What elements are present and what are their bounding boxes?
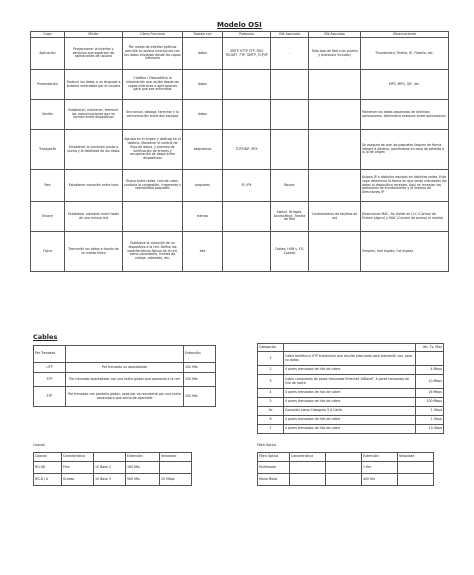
- table-cell: [398, 462, 434, 474]
- table-cell: 10 Mbps: [160, 474, 192, 486]
- table-cell: 2: [258, 366, 284, 375]
- osi-cell: Se asegura de que los paquetes lleguen de forma íntegra a destino, poniéndose en caso de pérdida a la ip de origen: [361, 130, 449, 170]
- table-cell: 6: [258, 416, 284, 425]
- table-row: [258, 389, 444, 398]
- osi-row-aplicacion: [31, 38, 449, 70]
- table-cell: Grueso: [62, 474, 94, 486]
- osi-cell: [123, 202, 183, 232]
- osi-cell: Traducir los datos a un lenguaje a sistema entendible por el usuario: [65, 70, 123, 100]
- table-cell: RG-58: [34, 462, 62, 474]
- osi-cell: [223, 70, 271, 100]
- table-cell: 4 pares trenzados de hilo de cobre: [284, 398, 416, 407]
- osi-cell: Establecer conexión entre hosts de una misma red: [65, 202, 123, 232]
- osi-cell: datos: [183, 70, 223, 100]
- header-cell: Categorías: [258, 344, 284, 352]
- osi-cell: datos: [183, 100, 223, 130]
- osi-cell: [223, 232, 271, 272]
- header-cell: [284, 344, 416, 352]
- osi-cell: Sesión: [31, 100, 65, 130]
- table-header-row: [258, 344, 444, 352]
- osi-cell: segmentos: [183, 130, 223, 170]
- header-cell: Velocidad: [160, 453, 192, 462]
- osi-cell: Establecer, mantener, terminar las comunicaciones que se forman entre dispositivos: [65, 100, 123, 130]
- header-cell: Extensión: [362, 453, 398, 462]
- osi-cell: Transmitir los datos a través de un medio físico: [65, 232, 123, 272]
- table-row: [258, 407, 444, 416]
- table-cell: Fino: [62, 462, 94, 474]
- table-cell: 16 Mbps: [416, 389, 444, 398]
- osi-row-transporte: [31, 130, 449, 170]
- osi-cell: Establecer conexión entre host: [65, 170, 123, 202]
- table-row: [258, 398, 444, 407]
- osi-cell: [309, 100, 361, 130]
- header-cell: Característica: [62, 453, 94, 462]
- table-cell: 400 Km: [362, 474, 398, 486]
- table-cell: 1 Km: [362, 462, 398, 474]
- table-cell: RG-8 / U: [34, 474, 62, 486]
- table-cell: 4 pares trenzados de hilo de cobre: [284, 416, 416, 425]
- osi-cell: Cables, HUB s, FO, Coaxial: [271, 232, 309, 272]
- osi-cell: Asigna IP a distintos equipos en distintas redes. Esta capa determina la forma en que serán mandados los datos al dispositivo receptor. Aquí se manejan los protocolos de enrutamiento y el manejo de direcciones IP: [361, 170, 449, 202]
- osi-cell: [223, 100, 271, 130]
- table-cell: Mono Modo: [258, 474, 290, 486]
- table-cell: 1 Gbps: [416, 407, 444, 416]
- header-cell: Velocidad: [398, 453, 434, 462]
- osi-cell: Mantener los datos separados de distintas aplicaciones. Administra sesiones entre aplicaciones: [361, 100, 449, 130]
- osi-cell: Proporcionar la Interfaz y servicios que soportan las aplicaciones de usuario: [65, 38, 123, 70]
- table-cell: [398, 474, 434, 486]
- table-cell: 100 Mts: [184, 387, 216, 407]
- table-cell: 1: [258, 352, 284, 366]
- osi-cell: [309, 70, 361, 100]
- osi-cell: bits: [183, 232, 223, 272]
- table-cell: Conexión como Categoría 5 ó Catfe.: [284, 407, 416, 416]
- osi-cell: [309, 130, 361, 170]
- osi-cell: -: [271, 38, 309, 70]
- table-header-row: [34, 453, 192, 462]
- osi-cell: Por medio de interfaz gráficas permite al usuario interactuar con los datos enviados desde las capas inferiores: [123, 38, 183, 70]
- table-cell: 5e: [258, 407, 284, 416]
- table-header-row: [258, 453, 434, 462]
- table-cell: 100 Mts: [184, 373, 216, 387]
- table-cell: [290, 474, 326, 486]
- header-cell: Extensión: [184, 346, 216, 363]
- table-cell: Par trenzado apantallado con una malla global que apantalla a la red: [66, 373, 184, 387]
- table-cell: 4 pares trenzados de hilo de cobre: [284, 366, 416, 375]
- table-cell: 7: [258, 425, 284, 434]
- table-cell: [290, 462, 326, 474]
- header-cell: Par Trenzado: [34, 346, 66, 363]
- table-cell: 4 Mbps: [416, 366, 444, 375]
- table-cell: 100 Mts: [184, 363, 216, 373]
- header-cell: Coaxial: [34, 453, 62, 462]
- table-row: [258, 474, 434, 486]
- table-cell: [326, 474, 362, 486]
- table-row: [34, 363, 216, 373]
- table-cell: 4 pares trenzados de hilo de cobre: [284, 389, 416, 398]
- osi-cell: Switch, Bridges, AccessPoint, Tarjeta de Red: [271, 202, 309, 232]
- coaxial-table: [33, 452, 192, 486]
- osi-cell: [271, 100, 309, 130]
- osi-cell: IP, IPX: [223, 170, 271, 202]
- osi-cell: MP3, MPG, GIF, etc.: [361, 70, 449, 100]
- page-title: Modelo OSI: [217, 21, 262, 29]
- osi-cell: [223, 202, 271, 232]
- header-cell: Característica: [290, 453, 326, 462]
- table-cell: Cable compuesto de pares trenzados Ethernet 10BaseT. 4 pares trenzados de hilo de cobre: [284, 375, 416, 389]
- osi-cell: Agrupa en el origen y desfrag en el destino. Mantener el control de flujo de datos, y proceso de verificación de errores y recuperación de datos entre dispositivos: [123, 130, 183, 170]
- osi-header-cell: Misión: [65, 32, 123, 38]
- table-cell: 4: [258, 389, 284, 398]
- table-cell: Par trenzado no apantallado: [66, 363, 184, 373]
- table-cell: 10 Gbps: [416, 425, 444, 434]
- table-cell: [160, 462, 192, 474]
- table-cell: STP: [34, 373, 66, 387]
- twisted-pair-table: [33, 345, 216, 407]
- osi-cell: [271, 130, 309, 170]
- osi-cell: Establecer la conexión punto a punto y la fiabilidad de los datos: [65, 130, 123, 170]
- osi-cell: Simplex, half duplex, full duplex: [361, 232, 449, 272]
- table-cell: [326, 462, 362, 474]
- table-cell: 4 pares trenzados de hilo de cobre: [284, 425, 416, 434]
- osi-cell: Sincroniza, dialoga, terminar y la comunicación entre dos equipos: [123, 100, 183, 130]
- table-row: [258, 366, 444, 375]
- cables-title: Cables: [33, 333, 58, 341]
- osi-cell: Enlace: [31, 202, 65, 232]
- osi-cell: TCP/UDP, SPX: [223, 130, 271, 170]
- table-header-row: [34, 346, 216, 363]
- osi-cell: Transporte: [31, 130, 65, 170]
- osi-cell: [309, 232, 361, 272]
- table-cell: 3: [258, 375, 284, 389]
- table-row: [258, 425, 444, 434]
- table-row: [258, 375, 444, 389]
- osi-cell: tramas: [183, 202, 223, 232]
- osi-header-cell: SW Asociado: [309, 32, 361, 38]
- header-cell: [66, 346, 184, 363]
- table-row: [34, 387, 216, 407]
- fibra-caption: Fibra Óptica: [257, 443, 277, 447]
- table-cell: 500 Mts: [126, 474, 160, 486]
- table-cell: 1 Gbps: [416, 416, 444, 425]
- osi-cell: paquetes: [183, 170, 223, 202]
- osi-cell: Red: [31, 170, 65, 202]
- osi-table: [30, 31, 449, 272]
- osi-header-cell: Observaciones: [361, 32, 449, 38]
- osi-cell: Física: [31, 232, 65, 272]
- table-cell: Cable telefónico UTP tradicional que resulta adecuado para transmitir voz, pero no datos: [284, 352, 416, 366]
- osi-header-cell: Protocolo: [223, 32, 271, 38]
- table-cell: UTP: [34, 363, 66, 373]
- osi-cell: [309, 170, 361, 202]
- header-cell: Extensión: [126, 453, 160, 462]
- coaxial-caption: Coaxial: [33, 443, 45, 447]
- table-cell: 185 Mts: [126, 462, 160, 474]
- osi-header-cell: Capa: [31, 32, 65, 38]
- header-cell: Fibra Óptica: [258, 453, 290, 462]
- osi-cell: datos: [183, 38, 223, 70]
- osi-cell: Thunderbird, Firefox, IE, Filezilla, etc.: [361, 38, 449, 70]
- table-row: [34, 373, 216, 387]
- header-cell: [326, 453, 362, 462]
- osi-row-enlace: [31, 202, 449, 232]
- table-cell: FTP: [34, 387, 66, 407]
- osi-cell: Controladores de tarjetas de red: [309, 202, 361, 232]
- table-cell: Multimodo: [258, 462, 290, 474]
- osi-cell: Aplicación: [31, 38, 65, 70]
- osi-row-sesion: [31, 100, 449, 130]
- table-row: [258, 416, 444, 425]
- osi-cell: Presentación: [31, 70, 65, 100]
- table-row: [258, 352, 444, 366]
- table-cell: [416, 352, 444, 366]
- osi-cell: Establece la conexión de un dispositivo a la red. Define las características físicas de la red, como conectores, niveles de voltaje, cableado, etc.: [123, 232, 183, 272]
- osi-cell: Direcciones MAC. Se divide en LLC (Control de Enlace Lógico) y MAC (Control de acceso al medio): [361, 202, 449, 232]
- table-cell: Par trenzado con pantalla global, cada par va recubierto por una malla conductora que actúa de apantalle: [66, 387, 184, 407]
- osi-header-cell: Trabaja con: [183, 32, 223, 38]
- osi-row-red: [31, 170, 449, 202]
- osi-row-presentacion: [31, 70, 449, 100]
- table-cell: 10 Base 2: [94, 462, 126, 474]
- table-cell: 10 Base 5: [94, 474, 126, 486]
- header-cell: Vel. Tx. Max: [416, 344, 444, 352]
- osi-cell: SMTP HTTP FTP, SSH TELNET, FTP, SMTP, TCP/IP: [223, 38, 271, 70]
- osi-cell: Codifica / Descodifica la información que recibe desde las capas inferiores a aplicaciones para que sea entendida: [123, 70, 183, 100]
- osi-cell: Todo App de Red (con puerto y protocolo incluido): [309, 38, 361, 70]
- table-cell: 10 Mbps: [416, 375, 444, 389]
- fibra-table: [257, 452, 434, 486]
- categories-table: [257, 343, 444, 434]
- table-row: [34, 462, 192, 474]
- table-row: [34, 474, 192, 486]
- table-cell: 100 Mbps: [416, 398, 444, 407]
- osi-cell: Busca entre redes, calcula rutas, controla la congestión, fragmenta y reensambla paquetes: [123, 170, 183, 202]
- osi-header-cell: HW Asociado: [271, 32, 309, 38]
- osi-cell: [271, 70, 309, 100]
- table-cell: 5: [258, 398, 284, 407]
- header-cell: [94, 453, 126, 462]
- table-row: [258, 462, 434, 474]
- osi-cell: Router: [271, 170, 309, 202]
- osi-row-fisica: [31, 232, 449, 272]
- osi-header-cell: Cómo Funciona: [123, 32, 183, 38]
